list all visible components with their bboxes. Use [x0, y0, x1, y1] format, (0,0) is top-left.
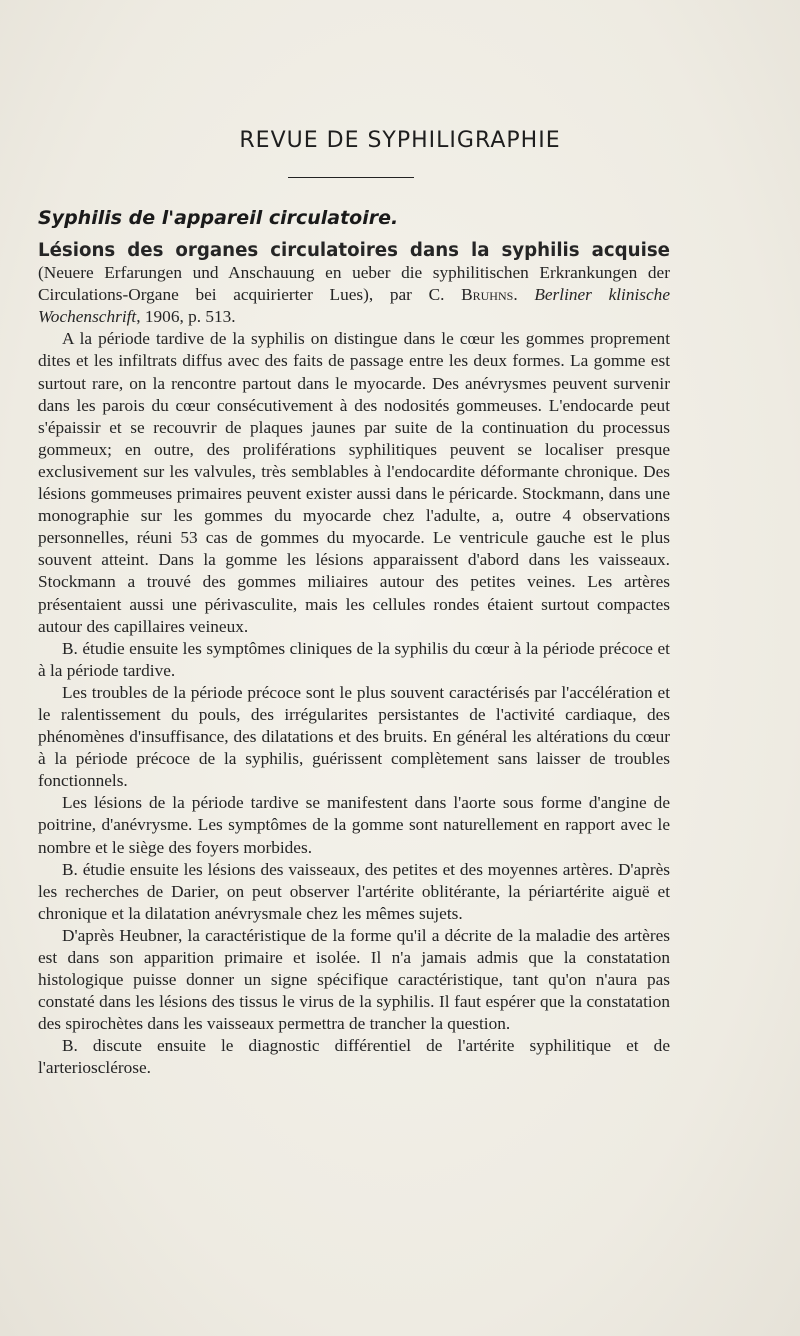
citation-text: (Neuere Erfarungen und Anschauung en ueber die syphilitischen Erkrankungen der Circulations-Organe bei acquirierter Lues), par C. [38, 263, 670, 305]
paragraph: B. discute ensuite le diagnostic différentiel de l'artérite syphilitique et de l'arteriosclérose. [38, 1036, 670, 1078]
paragraph: Les lésions de la période tardive se manifestent dans l'aorte sous forme d'angine de poitrine, d'anévrysme. Les symptômes de la gomme sont naturellement en rapport avec le nombre et le siège des foyers morbides. [38, 793, 670, 857]
paragraph: B. étudie ensuite les lésions des vaisseaux, des petites et des moyennes artères. D'après les recherches de Darier, on peut observer l'artérite oblitérante, la périartérite aiguë et chronique et la dilatation anévrysmale chez les mêmes sujets. [38, 859, 670, 923]
citation-separator: . [513, 285, 535, 305]
citation-end: , 1906, p. 513. [136, 307, 236, 327]
paragraph: D'après Heubner, la caractéristique de la forme qu'il a décrite de la maladie des artères est dans son apparition primaire et isolée. Il n'a jamais admis que la constatation histologique puisse donner un signe spécifique caractéristique, tant qu'on n'aura pas constaté dans les lésions des tissus le virus de la syphilis. Il faut espérer que la constatation des spirochètes dans les vaisseaux permettra de trancher la question. [38, 925, 670, 1034]
paragraph: A la période tardive de la syphilis on distingue dans le cœur les gommes proprement dites et les infiltrats diffus avec des faits de passage entre les deux formes. La gomme est surtout rare, on la rencontre partout dans le myocarde. Des anévrysmes peuvent survenir dans les parois du cœur consécutivement à des nodosités gommeuses. L'endocarde peut s'épaissir et se recouvrir de plaques jaunes par suite de la continuation du processus gommeux; en outre, des proliférations syphilitiques peuvent se localiser presque exclusivement sur les valvules, très semblables à l'endocardite déformante chronique. Des lésions gommeuses primaires peuvent exister aussi dans le péricarde. Stockmann, dans une monographie sur les gommes du myocarde chez l'adulte, a, outre 4 observations personnelles, réuni 53 cas de gommes du myocarde. Le ventricule gauche est le plus souvent atteint. Dans la gomme les lésions apparaissent d'abord dans les vaisseaux. Stockmann a trouvé des gommes miliaires autour des petites veines. Les artères présentaient aussi une périvasculite, mais les cellules rondes étaient surtout compactes autour des capillaires veineux. [38, 329, 670, 636]
article-body [38, 240, 670, 1080]
citation-journal: Berliner klinische Wochenschrift [38, 285, 670, 327]
title-divider [288, 177, 414, 178]
article-citation [38, 240, 670, 328]
page-title: REVUE DE SYPHILIGRAPHIE [239, 128, 561, 153]
article-lead-title: Lésions des organes circulatoires dans la syphilis acquise [38, 240, 670, 261]
paragraph: Les troubles de la période précoce sont le plus souvent caractérisés par l'accélération et le ralentissement du pouls, des irrégularites persistantes de l'activité cardiaque, des phénomènes d'insuffisance, des dilatations et des bruits. En général les altérations du cœur à la période précoce de la syphilis, guérissent complètement sans laisser de troubles fonctionnels. [38, 682, 670, 791]
citation-author: Bruhns [461, 285, 514, 305]
paragraph: B. étudie ensuite les symptômes cliniques de la syphilis du cœur à la période précoce et à la période tardive. [38, 638, 670, 680]
section-heading: Syphilis de l'appareil circulatoire. [38, 207, 399, 229]
